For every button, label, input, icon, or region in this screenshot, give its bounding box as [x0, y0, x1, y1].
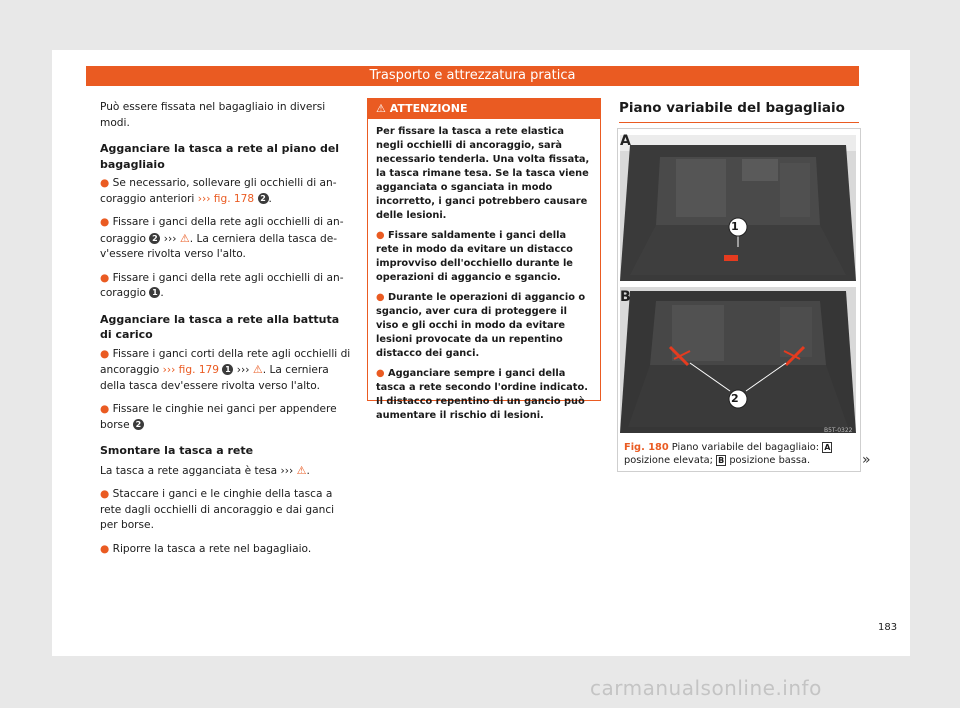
list-item: ● Fissare saldamente i ganci della rete in modo da evitare un distacco improvviso dell'occhiello durante le operazioni di aggancio e sgancio.: [376, 230, 573, 283]
figure-caption: Fig. 180 Piano variabile del bagagliaio: A posizione elevata; B posizione bassa.: [624, 442, 831, 466]
list-item: ● Agganciare sempre i ganci della tasca a rete secondo l'ordine indicato. Il distacco repentino di un gancio può aumentare il rischio di lesioni.: [376, 368, 588, 421]
list-item: ● Fissare i ganci della rete agli occhielli di ancoraggio 1 .: [100, 271, 344, 299]
marker-badge: 1: [149, 287, 160, 298]
remove-text: La tasca a rete agganciata è tesa ››› ⚠.: [100, 463, 310, 477]
list-item: ● Fissare le cinghie nei ganci per appendere borse 2: [100, 403, 337, 431]
page-number: 183: [878, 622, 898, 633]
heading-edge: Agganciare la tasca a rete alla battuta di carico: [100, 312, 340, 341]
warning-icon: ⚠: [252, 363, 263, 376]
figure-box: [617, 128, 861, 472]
marker-1: 1: [731, 220, 739, 233]
warning-text: Per fissare la tasca a rete elastica negli occhielli di ancoraggio, sarà necessario tenderla. Una volta fissata, la tasca rimane tesa. Se la tasca viene agganciata o sganciata in modo incorretto, i ganci potrebbero causare delle lesioni.: [376, 126, 590, 221]
list-item: ● Riporre la tasca a rete nel bagagliaio.: [100, 542, 312, 555]
marker-badge: 2: [258, 193, 269, 204]
image-code: B5T-0322: [824, 427, 853, 434]
list-item: ● Fissare i ganci corti della rete agli occhielli di ancoraggio ››› fig. 179 1 ››› ⚠. La cerniera della tasca dev'essere rivolta verso l'alto.: [100, 347, 351, 392]
warning-box: [367, 98, 601, 421]
warning-icon: ⚠: [376, 102, 386, 115]
marker-badge: 2: [133, 419, 144, 430]
heading-remove: Smontare la tasca a rete: [100, 444, 254, 457]
marker-2: 2: [731, 392, 739, 405]
warning-header: ⚠ ATTENZIONE: [368, 99, 600, 119]
instructions-column: [100, 100, 352, 565]
trunk-photo-a: [620, 135, 856, 281]
figure-link[interactable]: ››› fig. 178: [197, 192, 255, 205]
label-a: A: [620, 133, 631, 149]
figure-link[interactable]: ››› fig. 179: [162, 364, 220, 376]
warning-icon: ⚠: [296, 463, 307, 477]
title-rule: [619, 122, 859, 123]
marker-badge: 2: [149, 233, 160, 244]
section-header: Trasporto e attrezzatura pratica: [86, 66, 859, 86]
trunk-photo-b: [620, 287, 856, 433]
list-item: ● Fissare i ganci della rete agli occhielli di ancoraggio 2 ››› ⚠. La cerniera della tasca dev'essere rivolta verso l'alto.: [100, 216, 344, 260]
marker-badge: 1: [222, 364, 233, 375]
heading-floor: Agganciare la tasca a rete al piano del bagagliaio: [100, 142, 340, 171]
intro-text: Può essere fissata nel bagagliaio in diversi modi.: [100, 101, 326, 129]
label-b: B: [620, 289, 631, 305]
continue-marker: »: [862, 452, 871, 468]
list-item: ● Se necessario, sollevare gli occhielli di ancoraggio anteriori ››› fig. 178 2 .: [100, 177, 337, 205]
watermark: carmanualsonline.info: [590, 676, 822, 700]
list-item: ● Staccare i ganci e le cinghie della tasca a rete dagli occhielli di ancoraggio e dai ganci per borse.: [100, 488, 335, 531]
warning-icon: ⚠: [179, 231, 190, 245]
figure-title: Piano variabile del bagagliaio: [619, 100, 845, 116]
list-item: ● Durante le operazioni di aggancio o sgancio, aver cura di proteggere il viso e gli occhi in modo da evitare lesioni provocate da un repentino distacco dei ganci.: [376, 292, 586, 359]
